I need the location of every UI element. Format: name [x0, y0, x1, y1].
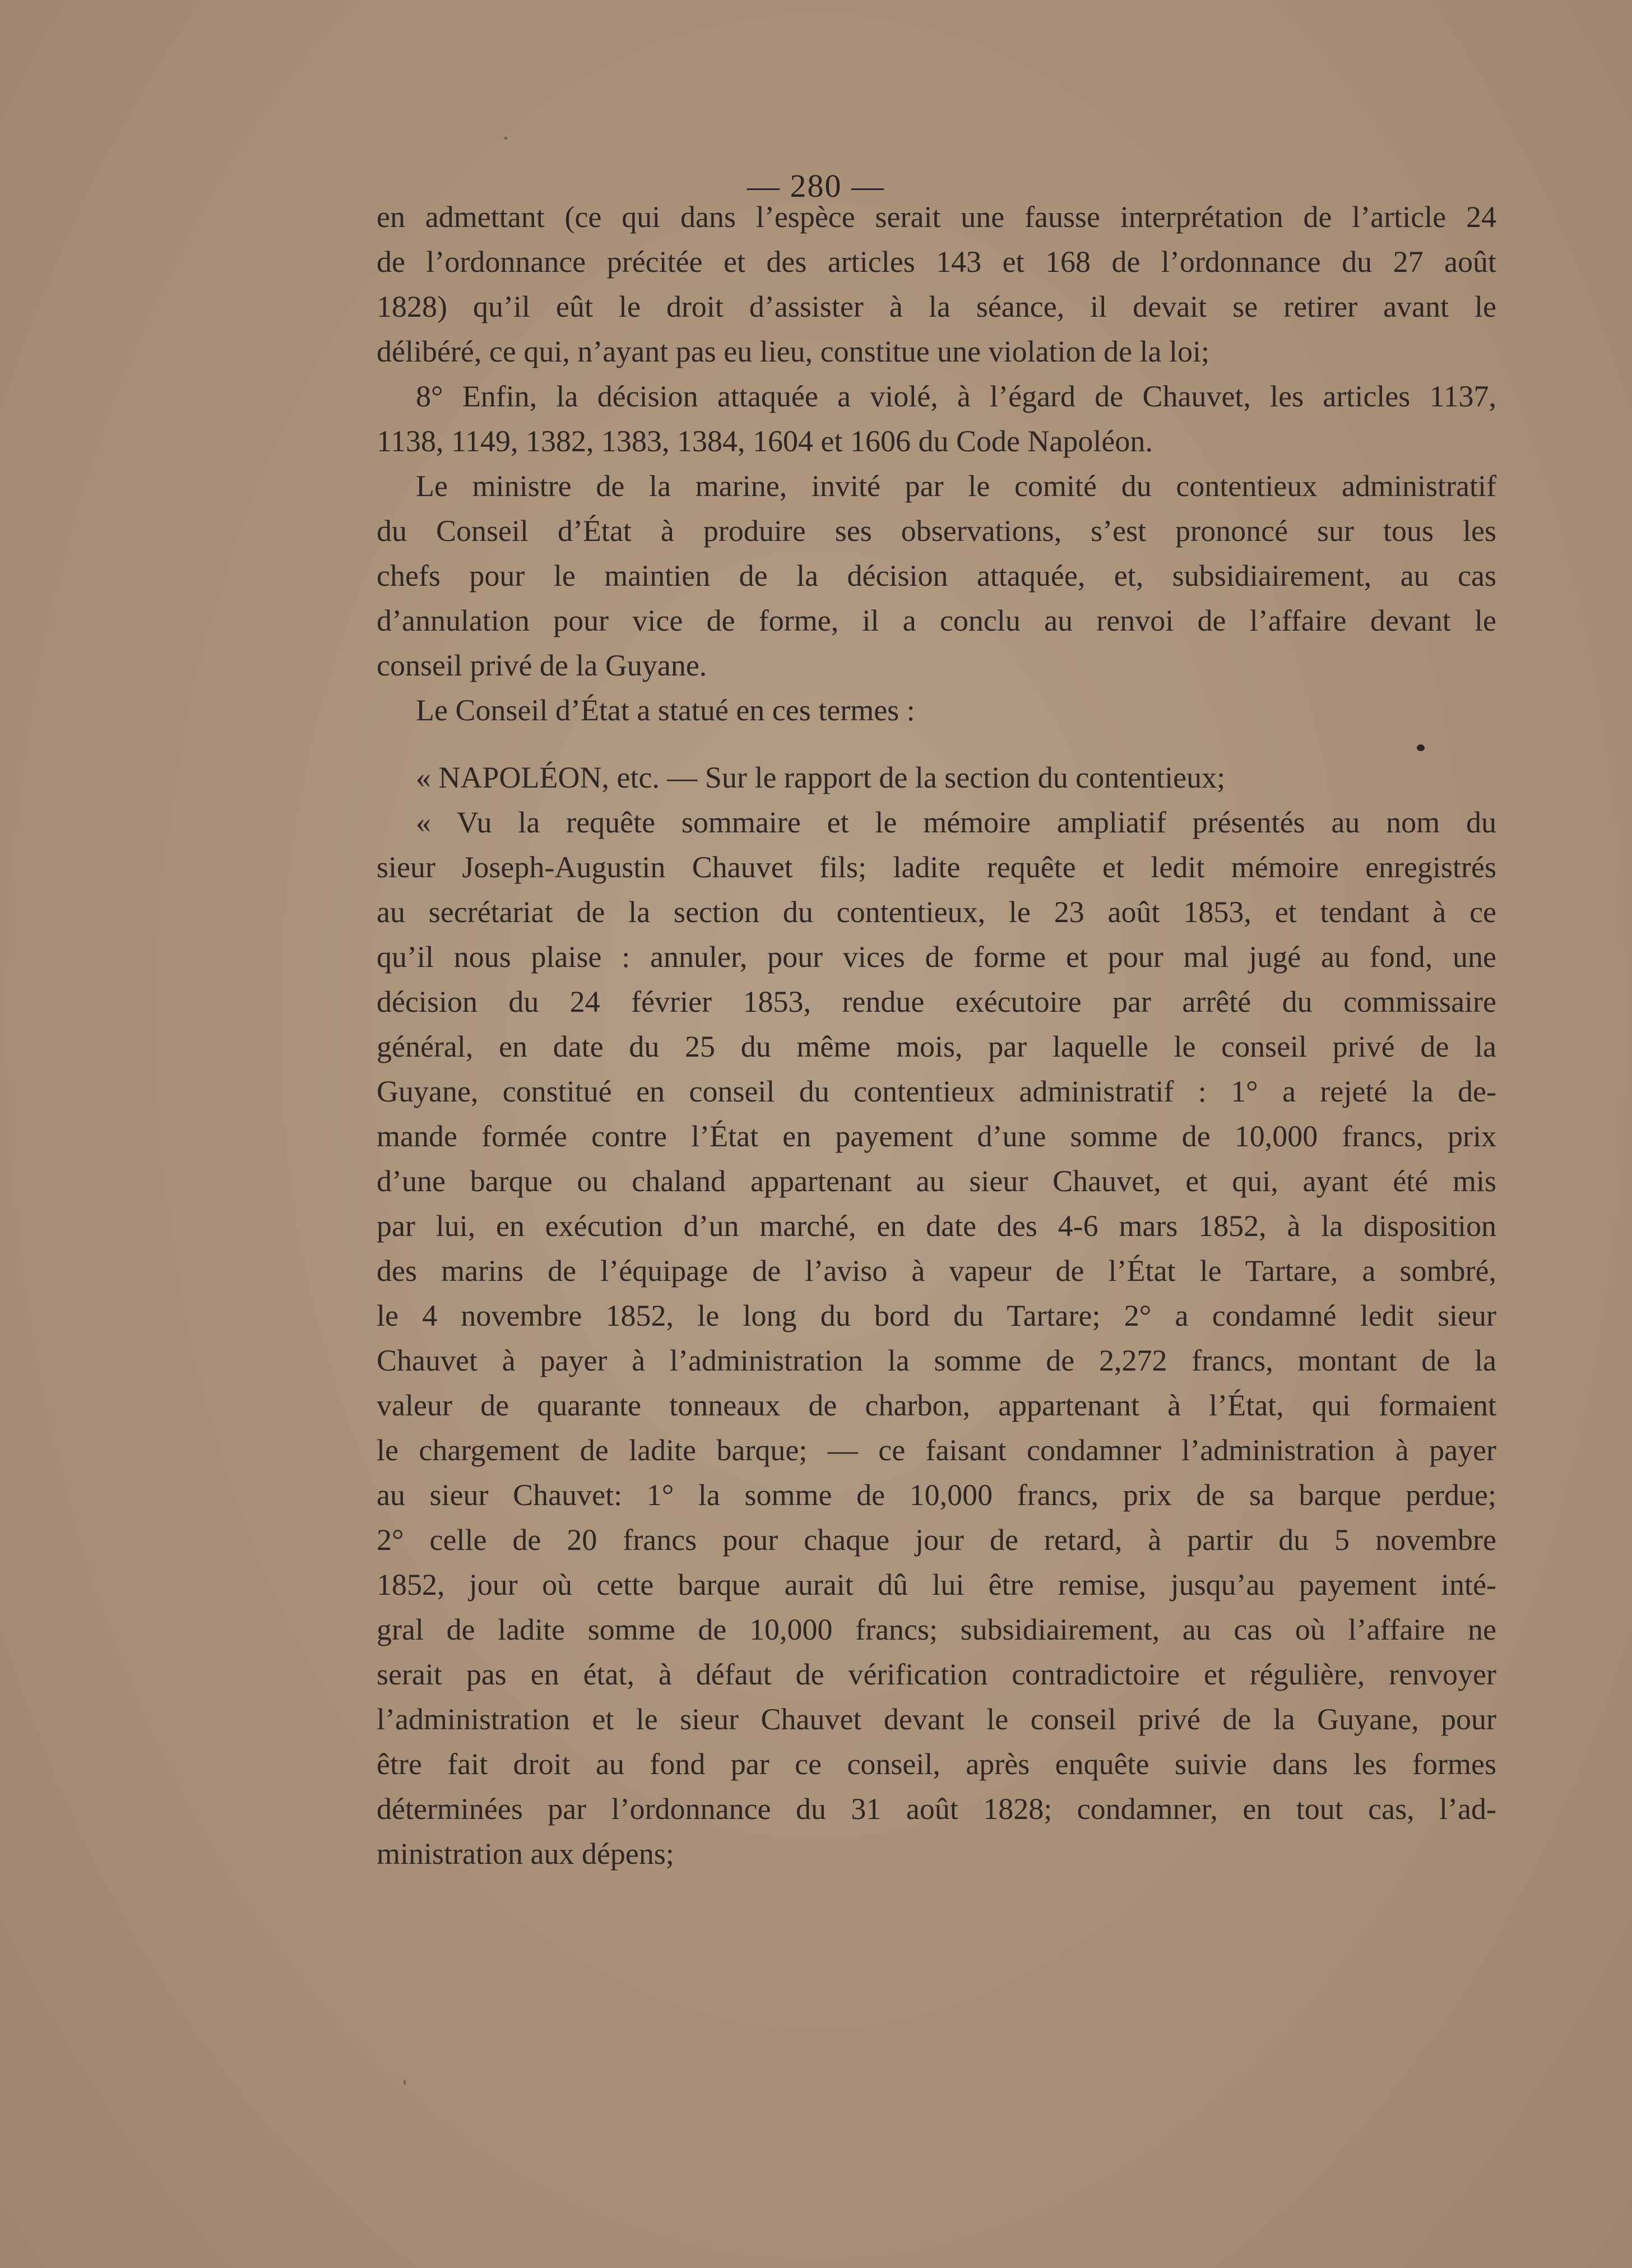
- text-line: général, en date du 25 du même mois, par laquelle le conseil privé de la: [377, 1030, 1496, 1063]
- text-line: au sieur Chauvet: 1° la somme de 10,000 francs, prix de sa barque perdue;: [377, 1478, 1496, 1512]
- text-line: décision du 24 février 1853, rendue exécutoire par arrêté du commissaire: [377, 985, 1496, 1019]
- page-number: — 280 —: [747, 168, 885, 204]
- text-line: sieur Joseph-Augustin Chauvet fils; ladite requête et ledit mémoire enregistrés: [377, 850, 1496, 884]
- text-line: le chargement de ladite barque; — ce faisant condamner l’administration à payer: [377, 1433, 1496, 1467]
- paragraph-gap: [377, 733, 1496, 755]
- text-line: par lui, en exécution d’un marché, en date des 4-6 mars 1852, à la disposition: [377, 1209, 1496, 1243]
- text-line: de l’ordonnance précitée et des articles 143 et 168 de l’ordonnance du 27 août: [377, 245, 1496, 279]
- text-line: conseil privé de la Guyane.: [377, 649, 707, 682]
- text-line: l’administration et le sieur Chauvet devant le conseil privé de la Guyane, pour: [377, 1702, 1496, 1736]
- text-line: valeur de quarante tonneaux de charbon, appartenant à l’État, qui formaient: [377, 1388, 1496, 1422]
- text-line: des marins de l’équipage de l’aviso à vapeur de l’État le Tartare, a sombré,: [377, 1254, 1496, 1288]
- text-line: 1828) qu’il eût le droit d’assister à la séance, il devait se retirer avant le: [377, 290, 1496, 323]
- text-line: Chauvet à payer à l’administration la somme de 2,272 francs, montant de la: [377, 1344, 1496, 1377]
- text-line: « Vu la requête sommaire et le mémoire ampliatif présentés au nom du: [416, 806, 1496, 839]
- text-line: au secrétariat de la section du contentieux, le 23 août 1853, et tendant à ce: [377, 895, 1496, 929]
- paper-speck: [1417, 744, 1425, 751]
- text-line: en admettant (ce qui dans l’espèce serait une fausse interprétation de l’article 24: [377, 200, 1496, 234]
- text-line: déterminées par l’ordonnance du 31 août 1828; condamner, en tout cas, l’ad-: [377, 1792, 1496, 1826]
- text-line: 2° celle de 20 francs pour chaque jour de retard, à partir du 5 novembre: [377, 1523, 1496, 1557]
- text-line: gral de ladite somme de 10,000 francs; subsidiairement, au cas où l’affaire ne: [377, 1613, 1496, 1646]
- text-line: Guyane, constitué en conseil du contentieux administratif : 1° a rejeté la de-: [377, 1075, 1496, 1108]
- text-line: mande formée contre l’État en payement d’une somme de 10,000 francs, prix: [377, 1119, 1496, 1153]
- text-line: 1138, 1149, 1382, 1383, 1384, 1604 et 1606 du Code Napoléon.: [377, 424, 1153, 458]
- text-line: du Conseil d’État à produire ses observations, s’est prononcé sur tous les: [377, 514, 1496, 548]
- text-line: 8° Enfin, la décision attaquée a violé, à l’égard de Chauvet, les articles 1137,: [416, 379, 1496, 413]
- text-line: « NAPOLÉON, etc. — Sur le rapport de la section du contentieux;: [416, 761, 1226, 794]
- text-line: 1852, jour où cette barque aurait dû lui être remise, jusqu’au payement inté-: [377, 1568, 1496, 1602]
- text-line: qu’il nous plaise : annuler, pour vices de forme et pour mal jugé au fond, une: [377, 940, 1496, 974]
- text-line: d’une barque ou chaland appartenant au sieur Chauvet, et qui, ayant été mis: [377, 1164, 1496, 1198]
- text-line: être fait droit au fond par ce conseil, après enquête suivie dans les formes: [377, 1747, 1496, 1781]
- text-line: délibéré, ce qui, n’ayant pas eu lieu, constitue une violation de la loi;: [377, 335, 1210, 368]
- text-line: serait pas en état, à défaut de vérification contradictoire et régulière, renvoyer: [377, 1658, 1496, 1691]
- text-line: Le Conseil d’État a statué en ces termes :: [416, 693, 915, 727]
- text-line: chefs pour le maintien de la décision attaquée, et, subsidiairement, au cas: [377, 559, 1496, 593]
- text-line: ministration aux dépens;: [377, 1837, 674, 1871]
- paper-speck: [504, 137, 507, 140]
- body-text: [377, 195, 1496, 1876]
- text-line: le 4 novembre 1852, le long du bord du Tartare; 2° a condamné ledit sieur: [377, 1299, 1496, 1332]
- text-line: Le ministre de la marine, invité par le comité du contentieux administratif: [416, 469, 1496, 503]
- text-line: d’annulation pour vice de forme, il a conclu au renvoi de l’affaire devant le: [377, 604, 1496, 637]
- paper-speck: [404, 2080, 406, 2085]
